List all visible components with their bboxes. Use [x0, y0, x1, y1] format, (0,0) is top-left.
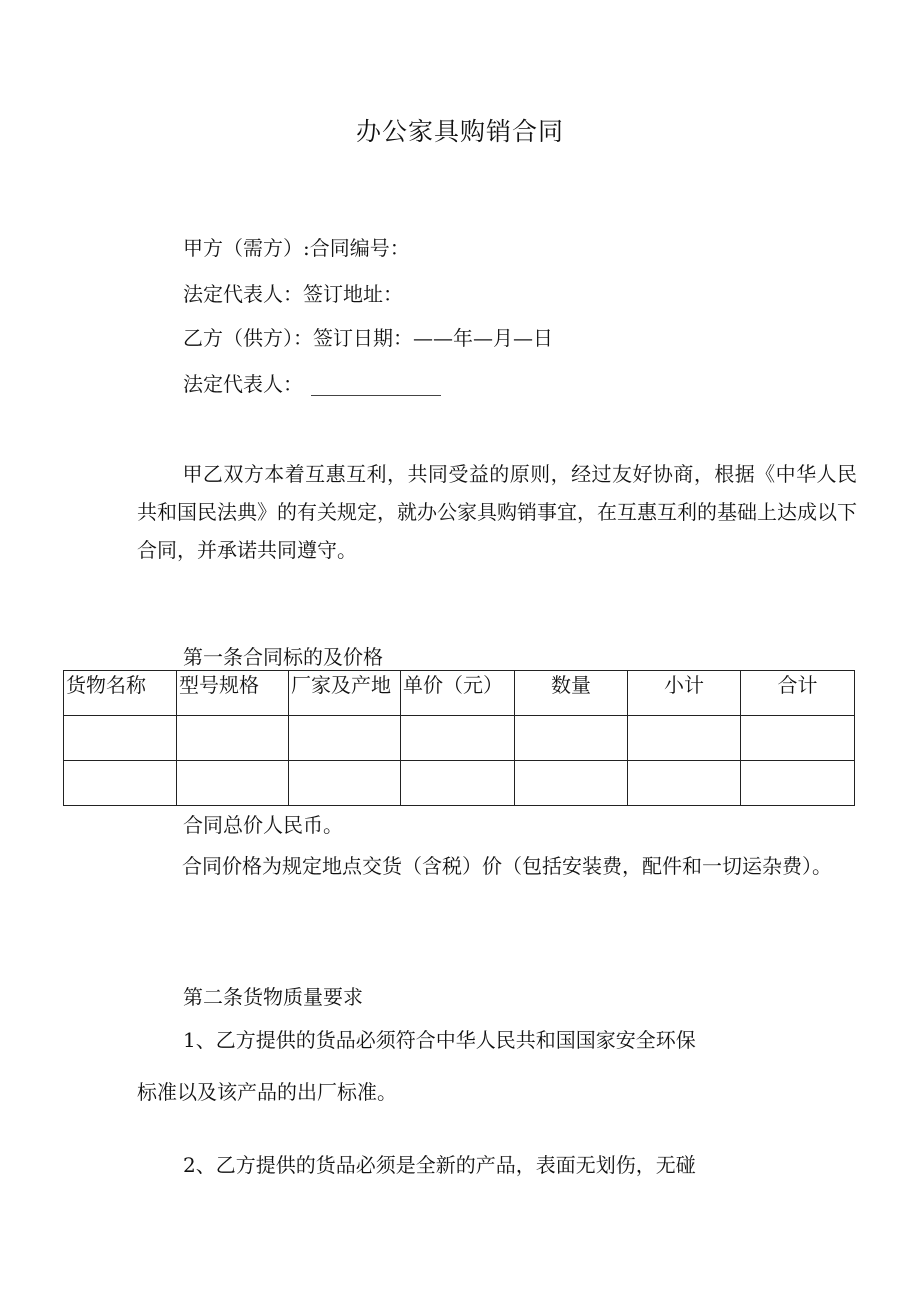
representative-b-line — [183, 372, 441, 396]
price-note-paragraph — [137, 847, 857, 885]
table-cell — [401, 716, 515, 761]
price-note-text: 合同价格为规定地点交货（含税）价（包括安装费，配件和一切运杂费）。 — [182, 854, 832, 878]
table-cell — [289, 716, 401, 761]
table-row — [64, 761, 855, 806]
intro-paragraph — [137, 455, 857, 569]
table-cell — [401, 761, 515, 806]
signature-blank — [311, 375, 441, 396]
table-cell — [741, 761, 855, 806]
table-cell — [515, 761, 628, 806]
contract-total-line: 合同总价人民币。 — [183, 813, 343, 837]
table-cell — [515, 716, 628, 761]
table-cell — [177, 716, 289, 761]
table-header-row — [64, 671, 855, 716]
table-row — [64, 716, 855, 761]
representative-a-line: 法定代表人：签订地址： — [183, 282, 403, 306]
header-quantity: 数量 — [515, 671, 628, 716]
table-cell — [741, 716, 855, 761]
table-cell — [628, 761, 741, 806]
article2-heading: 第二条货物质量要求 — [183, 985, 363, 1009]
header-unit-price: 单价（元） — [401, 671, 515, 716]
article2-item1-line2: 标准以及该产品的出厂标准。 — [137, 1080, 397, 1104]
goods-price-table — [63, 670, 855, 806]
representative-b-label: 法定代表人： — [183, 372, 303, 396]
article2-item1-line1: 1、乙方提供的货品必须符合中华人民共和国国家安全环保 — [183, 1028, 696, 1052]
table-cell — [64, 716, 177, 761]
party-b-line: 乙方（供方）：签订日期：——年—月—日 — [183, 326, 553, 350]
article1-heading: 第一条合同标的及价格 — [183, 645, 383, 669]
header-goods-name: 货物名称 — [64, 671, 177, 716]
table-cell — [177, 761, 289, 806]
party-a-line: 甲方（需方）:合同编号： — [183, 236, 410, 260]
table-cell — [628, 716, 741, 761]
table-cell — [289, 761, 401, 806]
document-title: 办公家具购销合同 — [355, 117, 564, 146]
header-maker-origin: 厂家及产地 — [289, 671, 401, 716]
intro-text: 甲乙双方本着互惠互利，共同受益的原则，经过友好协商，根据《中华人民共和国民法典》的有关规定，就办公家具购销事宜，在互惠互利的基础上达成以下合同，并承诺共同遵守。 — [137, 462, 857, 562]
header-total: 合计 — [741, 671, 855, 716]
header-subtotal: 小计 — [628, 671, 741, 716]
header-model-spec: 型号规格 — [177, 671, 289, 716]
table-cell — [64, 761, 177, 806]
article2-item2-line1: 2、乙方提供的货品必须是全新的产品，表面无划伤，无碰 — [183, 1153, 696, 1177]
